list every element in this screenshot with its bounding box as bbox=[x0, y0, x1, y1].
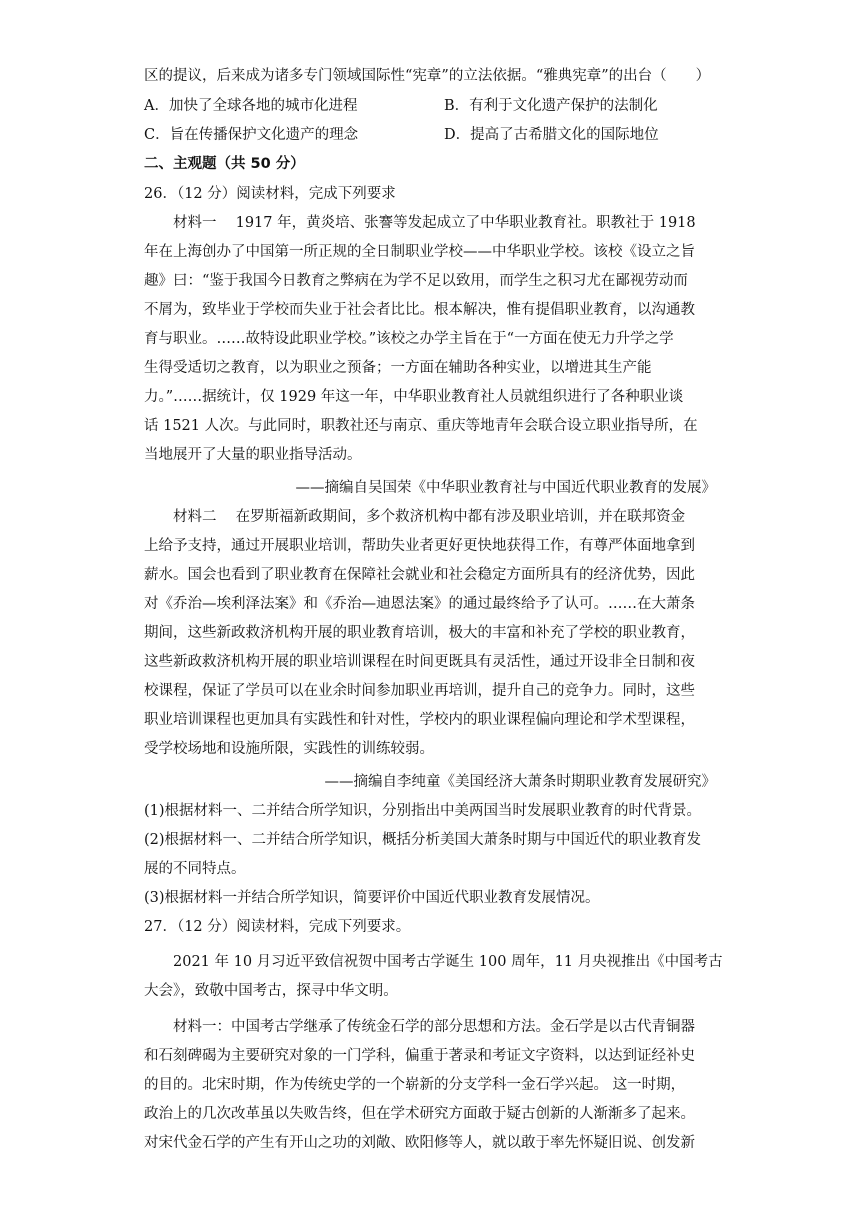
intro-line: 2021 年 10 月习近平致信祝贺中国考古学诞生 100 周年，11 月央视推出《中国考古 bbox=[173, 954, 723, 970]
material-line: 年在上海创办了中国第一所正规的全日制职业学校——中华职业学校。该校《设立之旨 bbox=[144, 244, 695, 260]
material-line: 上给予支持，通过开展职业培训，帮助失业者更好更快地获得工作，有尊严体面地拿到 bbox=[144, 538, 695, 554]
q25-option-c: C．旨在传播保护文化遗产的理念 bbox=[144, 127, 359, 143]
material-line: 对宋代金石学的产生有开山之功的刘敞、欧阳修等人，就以敢于率先怀疑旧说、创发新 bbox=[144, 1135, 695, 1151]
sub-question: (2)根据材料一、二并结合所学知识，概括分析美国大萧条时期与中国近代的职业教育发 bbox=[144, 832, 702, 848]
q26-header: 26．（12 分）阅读材料，完成下列要求 bbox=[144, 186, 396, 202]
material-line: 的目的。北宋时期，作为传统史学的一个崭新的分支学科一金石学兴起。 这一时期， bbox=[144, 1077, 686, 1093]
q26-source1: ——摘编自吴国荣《中华职业教育社与中国近代职业教育的发展》 bbox=[295, 480, 716, 496]
material-line: 力。”……据统计，仅 1929 年这一年，中华职业教育社人员就组织进行了各种职业谈 bbox=[144, 389, 684, 405]
q27-header: 27．（12 分）阅读材料，完成下列要求。 bbox=[144, 919, 411, 935]
material-line: 职业培训课程也更加具有实践性和针对性，学校内的职业课程偏向理论和学术型课程， bbox=[144, 712, 695, 728]
q25-option-b: B．有利于文化遗产保护的法制化 bbox=[444, 98, 658, 114]
material-line: 材料一 1917 年，黄炎培、张謇等发起成立了中华职业教育社。职教社于 1918 bbox=[173, 215, 696, 231]
material-line: 和石刻碑碣为主要研究对象的一门学科，偏重于著录和考证文字资料，以达到证经补史 bbox=[144, 1048, 695, 1064]
q26-source2: ——摘编自李纯童《美国经济大萧条时期职业教育发展研究》 bbox=[324, 774, 716, 790]
material-line: 育与职业。……故特设此职业学校。”该校之办学主旨在于“一方面在使无力升学之学 bbox=[144, 331, 674, 347]
sub-question: (1)根据材料一、二并结合所学知识，分别指出中美两国当时发展职业教育的时代背景。 bbox=[144, 803, 702, 819]
sub-question: 展的不同特点。 bbox=[144, 861, 246, 877]
material-line: 材料一：中国考古学继承了传统金石学的部分思想和方法。金石学是以古代青铜器 bbox=[173, 1019, 695, 1035]
material-line: 政治上的几次改革虽以失败告终，但在学术研究方面敢于疑古创新的人渐渐多了起来。 bbox=[144, 1106, 695, 1122]
sub-question: (3)根据材料一并结合所学知识，简要评价中国近代职业教育发展情况。 bbox=[144, 890, 600, 906]
material-line: 生得受适切之教育，以为职业之预备；一方面在辅助各种实业，以增进其生产能 bbox=[144, 360, 652, 376]
q25-option-a: A．加快了全球各地的城市化进程 bbox=[144, 98, 358, 114]
material-line: 受学校场地和设施所限，实践性的训练较弱。 bbox=[144, 741, 434, 757]
material-line: 当地展开了大量的职业指导活动。 bbox=[144, 447, 362, 463]
section-title: 二、主观题（共 50 分） bbox=[144, 156, 305, 172]
intro-line: 大会》，致敬中国考古，探寻中华文明。 bbox=[144, 983, 398, 999]
material-line: 材料二 在罗斯福新政期间，多个救济机构中都有涉及职业培训，并在联邦资金 bbox=[173, 509, 686, 525]
q25-option-d: D．提高了古希腊文化的国际地位 bbox=[444, 127, 659, 143]
material-line: 对《乔治—埃利泽法案》和《乔治—迪恩法案》的通过最终给予了认可。……在大萧条 bbox=[144, 596, 695, 612]
material-line: 这些新政救济机构开展的职业培训课程在时间更既具有灵活性，通过开设非全日制和夜 bbox=[144, 654, 695, 670]
material-line: 期间，这些新政救济机构开展的职业教育培训，极大的丰富和补充了学校的职业教育， bbox=[144, 625, 695, 641]
material-line: 不屑为，致毕业于学校而失业于社会者比比。根本解决，惟有提倡职业教育，以沟通教 bbox=[144, 302, 695, 318]
material-line: 校课程，保证了学员可以在业余时间参加职业再培训，提升自己的竞争力。同时，这些 bbox=[144, 683, 695, 699]
material-line: 话 1521 人次。与此同时，职教社还与南京、重庆等地青年会联合设立职业指导所，在 bbox=[144, 418, 698, 434]
q25-stem-tail: 区的提议，后来成为诸多专门领域国际性“宪章”的立法依据。“雅典宪章”的出台（ ） bbox=[144, 68, 711, 84]
material-line: 薪水。国会也看到了职业教育在保障社会就业和社会稳定方面所具有的经济优势，因此 bbox=[144, 567, 695, 583]
material-line: 趣》曰：“鉴于我国今日教育之弊病在为学不足以致用，而学生之积习尤在鄙视劳动而 bbox=[144, 273, 688, 289]
